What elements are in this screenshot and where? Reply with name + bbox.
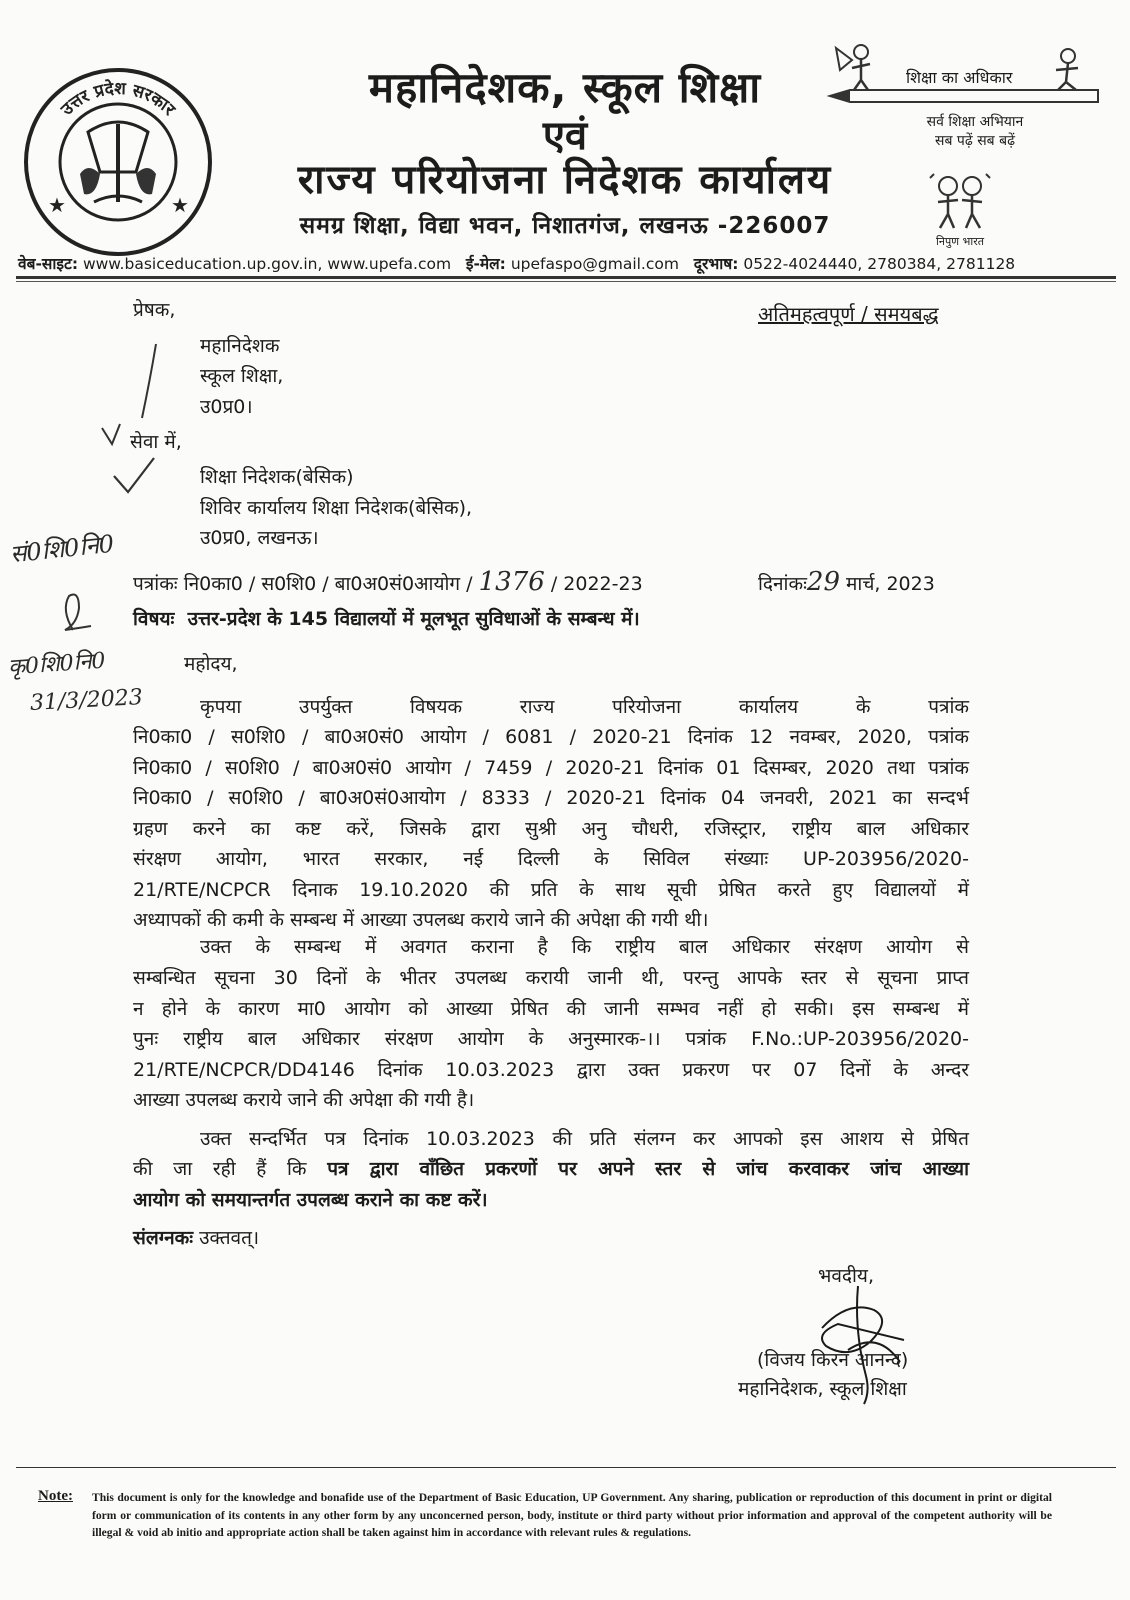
phone-value: 0522-4024440, 2780384, 2781128 bbox=[743, 255, 1016, 273]
footer-note-label: Note: bbox=[38, 1488, 73, 1504]
para1-text-4: नि0का0 / स0शि0 / बा0अ0सं0आयोग / 8333 / 2020-21 दिनांक 04 जनवरी, 2021 का सन्दर्भ bbox=[133, 787, 969, 809]
sender-line-1: महानिदेशक bbox=[200, 335, 280, 357]
recipient-line-2: शिविर कार्यालय शिक्षा निदेशक(बेसिक), bbox=[200, 497, 473, 519]
para2-text-1: उक्त के सम्बन्ध में अवगत कराना है कि राष्ट्रीय बाल अधिकार संरक्षण आयोग से bbox=[200, 936, 969, 958]
sender-label: प्रेषक, bbox=[133, 299, 176, 321]
email-value: upefaspo@gmail.com bbox=[510, 255, 679, 273]
para1-text-2: नि0का0 / स0शि0 / बा0अ0सं0 आयोग / 6081 / 2020-21 दिनांक 12 नवम्बर, 2020, पत्रांक bbox=[133, 726, 969, 748]
subject-label: विषयः bbox=[133, 608, 175, 630]
closing: भवदीय, bbox=[818, 1265, 874, 1287]
enclosure-label: संलग्नकः bbox=[133, 1227, 194, 1249]
ref-year: / 2022-23 bbox=[550, 573, 643, 595]
letterhead-divider-thin bbox=[16, 281, 1116, 282]
website-label: वेब-साइट: bbox=[18, 255, 79, 273]
nipun-bharat-logo bbox=[920, 170, 1000, 232]
letterhead-title-line-2: एवं bbox=[542, 113, 588, 159]
letterhead-address: समग्र शिक्षा, विद्या भवन, निशातगंज, लखनऊ -226007 bbox=[299, 213, 831, 239]
para3-text-2 bbox=[133, 1154, 969, 1185]
emblem-text: उत्तर प्रदेश सरकार bbox=[57, 78, 179, 120]
para2-text-6: आख्या उपलब्ध कराये जाने की अपेक्षा की गयी है। bbox=[133, 1089, 475, 1111]
para1-text-5: ग्रहण करने का कष्ट करें, जिसके द्वारा सुश्री अनु चौधरी, रजिस्ट्रार, राष्ट्रीय बाल अधिकार bbox=[133, 817, 969, 840]
para3-text-3: आयोग को समयान्तर्गत उपलब्ध कराने का कष्ट करें। bbox=[133, 1188, 488, 1211]
sender-line-3: उ0प्र0। bbox=[200, 396, 253, 418]
sender-line-2: स्कूल शिक्षा, bbox=[200, 365, 284, 387]
hand-initial-mark bbox=[55, 590, 95, 634]
rte-label: शिक्षा का अधिकार bbox=[906, 68, 1013, 87]
website-value: www.basiceducation.up.gov.in, www.upefa.com bbox=[82, 255, 452, 273]
email-label: ई-मेल: bbox=[465, 255, 506, 273]
signatory-title: महानिदेशक, स्कूल शिक्षा bbox=[738, 1378, 907, 1400]
para2-text-4: पुनः राष्ट्रीय बाल अधिकार संरक्षण आयोग के अनुस्मारक-।। पत्रांक F.No.:UP-203956/2020- bbox=[133, 1028, 969, 1050]
svg-text:★: ★ bbox=[171, 193, 189, 217]
para1-text-1: कृपया उपर्युक्त विषयक राज्य परियोजना कार्यालय के पत्रांक bbox=[200, 696, 969, 718]
priority-label: अतिमहत्वपूर्ण / समयबद्ध bbox=[758, 302, 939, 326]
svg-text:★: ★ bbox=[48, 193, 66, 217]
para1-text-6: संरक्षण आयोग, भारत सरकार, नई दिल्ली के सिविल संख्याः UP-203956/2020- bbox=[133, 848, 969, 870]
nipun-bharat-label: निपुण भारत bbox=[935, 235, 984, 248]
para1-line-1 bbox=[200, 693, 969, 719]
para3-line-1 bbox=[200, 1125, 969, 1151]
enclosure-line bbox=[133, 1224, 259, 1250]
phone-label: दूरभाष: bbox=[693, 255, 739, 273]
signatory-name: (विजय किरन आनन्द) bbox=[757, 1349, 909, 1371]
footer-note-text: This document is only for the knowledge and bonafide use of the Department of Basic Education, UP Government. Any sharing, publication or reproduction of this document in print or digital form or communication of its contents in any other form by any unconcerned person, body, institute or third party without prior information and approval of the competent authority will be illegal & void ab initio and appropriate action shall be taken against him in accordance with relevant rules & regulations. bbox=[92, 1491, 1052, 1539]
to-label: सेवा में, bbox=[130, 431, 182, 453]
date-value: मार्च, 2023 bbox=[846, 573, 935, 595]
paragraph-3 bbox=[133, 1154, 969, 1215]
recipient-line-1: शिक्षा निदेशक(बेसिक) bbox=[200, 466, 354, 488]
ref-value: नि0का0 / स0शि0 / बा0अ0सं0आयोग / bbox=[183, 573, 473, 595]
subject-line bbox=[133, 605, 640, 631]
para1-text-7: 21/RTE/NCPCR दिनाक 19.10.2020 की प्रति के साथ सूची प्रेषित करते हुए विद्यालयों में bbox=[133, 878, 969, 901]
ssa-line-1: सर्व शिक्षा अभियान bbox=[926, 114, 1024, 130]
letterhead-title-line-1: महानिदेशक, स्कूल शिक्षा bbox=[368, 63, 762, 112]
ref-line bbox=[133, 567, 643, 597]
contact-line bbox=[18, 252, 1118, 274]
para1-text-3: नि0का0 / स0शि0 / बा0अ0सं0 आयोग / 7459 / 2020-21 दिनांक 01 दिसम्बर, 2020 तथा पत्रांक bbox=[133, 756, 969, 779]
letterhead-divider bbox=[16, 276, 1116, 279]
ssa-line-2: सब पढ़ें सब बढ़ें bbox=[935, 133, 1015, 149]
paragraph-1 bbox=[133, 722, 969, 936]
ref-number-handwritten: 1376 bbox=[478, 567, 545, 597]
subject-text: उत्तर-प्रदेश के 145 विद्यालयों में मूलभूत सुविधाओं के सम्बन्ध में। bbox=[187, 608, 640, 630]
ref-label: पत्रांकः bbox=[133, 573, 178, 595]
para2-text-3: न होने के कारण मा0 आयोग को आख्या प्रेषित की जानी सम्भव नहीं हो सकी। इस सम्बन्ध में bbox=[133, 997, 969, 1020]
letterhead-title-line-3: राज्य परियोजना निदेशक कार्यालय bbox=[297, 157, 833, 203]
hand-note-1: सं0शि0नि0 bbox=[8, 529, 116, 569]
para1-text-8: अध्यापकों की कमी के सम्बन्ध में आख्या उपलब्ध कराये जाने की अपेक्षा की गयी थी। bbox=[133, 909, 709, 931]
date-line bbox=[758, 567, 935, 597]
salutation: महोदय, bbox=[184, 653, 238, 675]
hand-date: 31/3/2023 bbox=[29, 685, 144, 716]
footer-divider bbox=[16, 1467, 1116, 1468]
hand-note-2: कृ0शि0नि0 bbox=[7, 648, 107, 681]
para3-text-2-normal: की जा रही हैं कि bbox=[133, 1158, 307, 1180]
para2-line-1 bbox=[200, 933, 969, 959]
para3-text-2-bold: पत्र द्वारा वाँछित प्रकरणों पर अपने स्तर से जांच करवाकर जांच आख्या bbox=[327, 1158, 969, 1180]
paragraph-2 bbox=[133, 963, 969, 1116]
date-label: दिनांकः bbox=[758, 573, 807, 595]
para2-text-5: 21/RTE/NCPCR/DD4146 दिनांक 10.03.2023 द्वारा उक्त प्रकरण पर 07 दिनों के अन्दर bbox=[133, 1058, 969, 1081]
para2-text-2: सम्बन्धित सूचना 30 दिनों के भीतर उपलब्ध करायी जानी थी, परन्तु आपके स्तर से सूचना प्राप्त bbox=[133, 967, 969, 989]
recipient-line-3: उ0प्र0, लखनऊ। bbox=[200, 527, 319, 549]
date-handwritten: 29 bbox=[806, 567, 840, 597]
para3-text-1: उक्त सन्दर्भित पत्र दिनांक 10.03.2023 की प्रति संलग्न कर आपको इस आशय से प्रेषित bbox=[200, 1128, 969, 1150]
enclosure-value: उक्तवत्। bbox=[199, 1227, 260, 1249]
hand-tick-marks bbox=[98, 340, 168, 500]
